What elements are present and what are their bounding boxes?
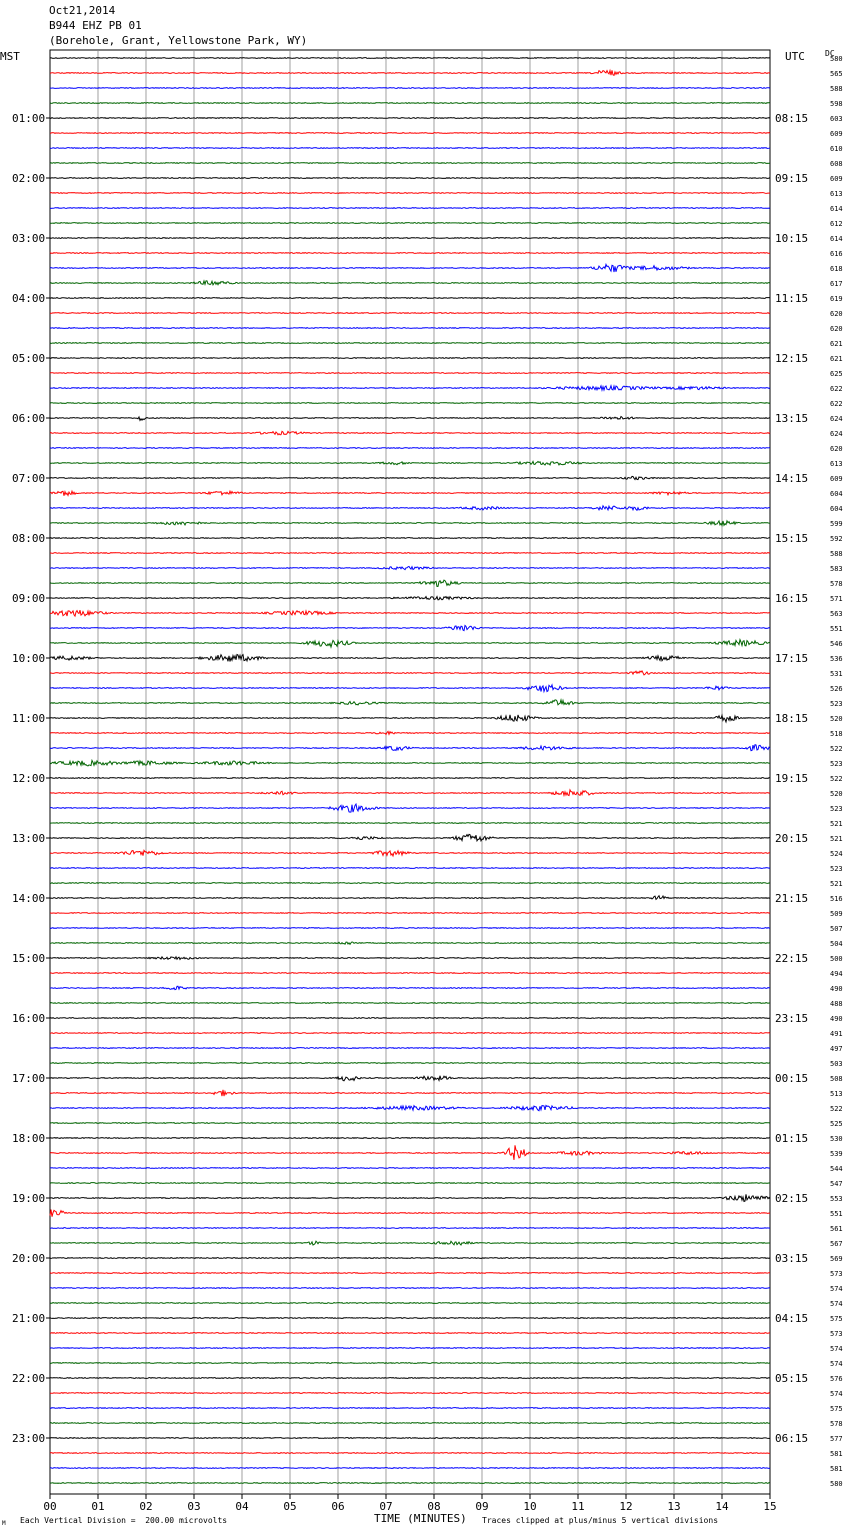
dc-offset-label: 616 (830, 250, 843, 258)
hour-label-mst: 06:00 (12, 412, 46, 425)
trace-line (50, 1348, 770, 1349)
trace-line (50, 597, 770, 600)
dc-offset-label: 500 (830, 955, 843, 963)
dc-offset-label: 488 (830, 1000, 843, 1008)
hour-label-utc: 01:15 (775, 1132, 809, 1145)
trace-line (50, 745, 770, 751)
dc-offset-label: 504 (830, 940, 843, 948)
dc-offset-label: 530 (830, 1135, 843, 1143)
x-tick-label: 05 (283, 1500, 297, 1513)
hour-label-mst: 22:00 (12, 1372, 46, 1385)
dc-offset-label: 522 (830, 1105, 843, 1113)
trace-line (50, 1003, 770, 1004)
hour-label-mst: 12:00 (12, 772, 46, 785)
dc-offset-label: 574 (830, 1285, 843, 1293)
trace-line (50, 133, 770, 134)
dc-offset-header: DC (825, 49, 835, 58)
trace-line (50, 1363, 770, 1364)
dc-offset-label: 525 (830, 1120, 843, 1128)
dc-offset-label: 561 (830, 1225, 843, 1233)
trace-line (50, 580, 770, 586)
dc-offset-label: 574 (830, 1390, 843, 1398)
dc-offset-label: 614 (830, 205, 843, 213)
hour-label-utc: 05:15 (775, 1372, 809, 1385)
dc-offset-label: 574 (830, 1300, 843, 1308)
dc-offset-label: 622 (830, 400, 843, 408)
trace-line (50, 521, 770, 526)
dc-offset-label: 522 (830, 745, 843, 753)
dc-offset-label: 613 (830, 460, 843, 468)
dc-offset-label: 553 (830, 1195, 843, 1203)
hour-label-mst: 08:00 (12, 532, 46, 545)
dc-offset-label: 520 (830, 790, 843, 798)
trace-line (50, 790, 770, 796)
dc-offset-label: 622 (830, 385, 843, 393)
trace-line (50, 1333, 770, 1334)
trace-line (50, 1273, 770, 1274)
dc-offset-label: 604 (830, 505, 843, 513)
hour-label-utc: 02:15 (775, 1192, 809, 1205)
dc-offset-label: 604 (830, 490, 843, 498)
x-tick-label: 03 (187, 1500, 201, 1513)
dc-offset-label: 516 (830, 895, 843, 903)
dc-offset-label: 524 (830, 850, 843, 858)
hour-label-mst: 23:00 (12, 1432, 46, 1445)
dc-offset-label: 523 (830, 865, 843, 873)
dc-offset-label: 521 (830, 820, 843, 828)
hour-label-mst: 19:00 (12, 1192, 46, 1205)
trace-line (50, 1194, 770, 1201)
dc-offset-label: 544 (830, 1165, 843, 1173)
trace-line (50, 476, 770, 479)
hour-label-mst: 17:00 (12, 1072, 46, 1085)
trace-line (50, 1258, 770, 1259)
hour-label-mst: 10:00 (12, 652, 46, 665)
dc-offset-label: 598 (830, 100, 843, 108)
trace-line (50, 928, 770, 929)
dc-offset-label: 588 (830, 85, 843, 93)
dc-offset-label: 580 (830, 55, 843, 63)
trace-line (50, 253, 770, 254)
dc-offset-label: 608 (830, 160, 843, 168)
trace-line (50, 1048, 770, 1049)
trace-line (50, 1076, 770, 1081)
trace-line (50, 538, 770, 539)
hour-label-utc: 22:15 (775, 952, 809, 965)
dc-offset-label: 521 (830, 880, 843, 888)
trace-line (50, 1483, 770, 1484)
x-tick-label: 12 (619, 1500, 633, 1513)
dc-offset-label: 547 (830, 1180, 843, 1188)
trace-line (50, 58, 770, 59)
trace-line (50, 778, 770, 779)
hour-label-utc: 21:15 (775, 892, 809, 905)
trace-line (50, 1423, 770, 1424)
dc-offset-label: 508 (830, 1075, 843, 1083)
trace-line (50, 850, 770, 856)
trace-line (50, 491, 770, 496)
dc-offset-label: 522 (830, 775, 843, 783)
dc-offset-label: 563 (830, 610, 843, 618)
trace-line (50, 281, 770, 285)
x-tick-label: 08 (427, 1500, 441, 1513)
dc-offset-label: 521 (830, 835, 843, 843)
dc-offset-label: 546 (830, 640, 843, 648)
x-axis-title: TIME (MINUTES) (374, 1512, 467, 1525)
dc-offset-label: 520 (830, 715, 843, 723)
x-tick-label: 00 (43, 1500, 57, 1513)
hour-label-utc: 04:15 (775, 1312, 809, 1325)
trace-line (50, 1408, 770, 1409)
hour-label-utc: 19:15 (775, 772, 809, 785)
hour-label-mst: 14:00 (12, 892, 46, 905)
dc-offset-label: 612 (830, 220, 843, 228)
dc-offset-label: 574 (830, 1345, 843, 1353)
x-tick-label: 15 (763, 1500, 777, 1513)
hour-label-utc: 14:15 (775, 472, 809, 485)
trace-line (50, 700, 770, 705)
trace-line (50, 1106, 770, 1111)
trace-line (50, 626, 770, 631)
hour-label-utc: 12:15 (775, 352, 809, 365)
trace-line (50, 208, 770, 209)
dc-offset-label: 490 (830, 1015, 843, 1023)
trace-line (50, 1303, 770, 1304)
hour-label-mst: 11:00 (12, 712, 46, 725)
trace-line (50, 567, 770, 570)
trace-line (50, 1228, 770, 1229)
dc-offset-label: 578 (830, 580, 843, 588)
trace-line (50, 506, 770, 511)
hour-label-utc: 20:15 (775, 832, 809, 845)
trace-line (50, 1210, 770, 1217)
right-timezone-label: UTC (785, 50, 805, 63)
dc-offset-label: 574 (830, 1360, 843, 1368)
hour-label-utc: 16:15 (775, 592, 809, 605)
dc-offset-label: 620 (830, 325, 843, 333)
dc-offset-label: 581 (830, 1465, 843, 1473)
plot-frame (50, 50, 770, 1494)
trace-line (50, 358, 770, 359)
hour-label-utc: 03:15 (775, 1252, 809, 1265)
trace-line (50, 1018, 770, 1019)
dc-offset-label: 581 (830, 1450, 843, 1458)
hour-label-mst: 13:00 (12, 832, 46, 845)
dc-offset-label: 624 (830, 415, 843, 423)
trace-line (50, 715, 770, 722)
dc-offset-label: 507 (830, 925, 843, 933)
trace-line (50, 685, 770, 692)
hour-label-mst: 18:00 (12, 1132, 46, 1145)
dc-offset-label: 526 (830, 685, 843, 693)
trace-line (50, 823, 770, 824)
dc-offset-label: 592 (830, 535, 843, 543)
dc-offset-label: 539 (830, 1150, 843, 1158)
trace-line (50, 1183, 770, 1184)
trace-line (50, 431, 770, 435)
trace-line (50, 1145, 770, 1160)
dc-offset-label: 625 (830, 370, 843, 378)
hour-label-mst: 03:00 (12, 232, 46, 245)
dc-offset-label: 614 (830, 235, 843, 243)
dc-offset-label: 599 (830, 520, 843, 528)
trace-line (50, 313, 770, 314)
hour-label-utc: 00:15 (775, 1072, 809, 1085)
trace-line (50, 461, 770, 465)
x-tick-label: 10 (523, 1500, 537, 1513)
trace-line (50, 1241, 770, 1245)
left-timezone-label: MST (0, 50, 20, 63)
trace-line (50, 896, 770, 900)
dc-offset-label: 578 (830, 1420, 843, 1428)
trace-line (50, 1288, 770, 1289)
x-tick-label: 01 (91, 1500, 105, 1513)
trace-line (50, 610, 770, 616)
dc-offset-label: 523 (830, 760, 843, 768)
trace-line (50, 373, 770, 374)
dc-offset-label: 603 (830, 115, 843, 123)
trace-line (50, 1318, 770, 1319)
clip-note: Traces clipped at plus/minus 5 vertical divisions (482, 1516, 719, 1525)
dc-offset-label: 618 (830, 265, 843, 273)
trace-line (50, 760, 770, 766)
dc-offset-label: 624 (830, 430, 843, 438)
dc-offset-label: 551 (830, 625, 843, 633)
hour-label-mst: 09:00 (12, 592, 46, 605)
station-code: B944 EHZ PB 01 (49, 19, 142, 32)
trace-line (50, 70, 770, 75)
trace-line (50, 417, 770, 421)
dc-offset-label: 588 (830, 550, 843, 558)
trace-line (50, 942, 770, 944)
dc-offset-label: 609 (830, 175, 843, 183)
trace-line (50, 88, 770, 89)
trace-line (50, 223, 770, 224)
trace-line (50, 913, 770, 914)
dc-offset-label: 536 (830, 655, 843, 663)
trace-line (50, 986, 770, 989)
hour-label-mst: 15:00 (12, 952, 46, 965)
hour-label-utc: 08:15 (775, 112, 809, 125)
trace-line (50, 834, 770, 840)
dc-offset-label: 575 (830, 1315, 843, 1323)
x-tick-label: 06 (331, 1500, 345, 1513)
hour-label-utc: 06:15 (775, 1432, 809, 1445)
hour-label-utc: 17:15 (775, 652, 809, 665)
hour-label-mst: 21:00 (12, 1312, 46, 1325)
dc-offset-label: 613 (830, 190, 843, 198)
trace-line (50, 640, 770, 647)
hour-label-mst: 01:00 (12, 112, 46, 125)
dc-offset-label: 617 (830, 280, 843, 288)
x-tick-label: 14 (715, 1500, 729, 1513)
dc-offset-label: 551 (830, 1210, 843, 1218)
hour-label-mst: 20:00 (12, 1252, 46, 1265)
trace-line (50, 973, 770, 974)
hour-label-mst: 07:00 (12, 472, 46, 485)
corner-mark: M (2, 1520, 6, 1527)
trace-line (50, 343, 770, 344)
trace-line (50, 553, 770, 554)
trace-line (50, 1138, 770, 1139)
dc-offset-label: 523 (830, 700, 843, 708)
dc-offset-label: 609 (830, 130, 843, 138)
dc-offset-label: 583 (830, 565, 843, 573)
trace-line (50, 1168, 770, 1169)
dc-offset-label: 573 (830, 1330, 843, 1338)
trace-line (50, 238, 770, 239)
dc-offset-label: 580 (830, 1480, 843, 1488)
hour-label-utc: 09:15 (775, 172, 809, 185)
trace-line (50, 193, 770, 194)
dc-offset-label: 509 (830, 910, 843, 918)
trace-line (50, 118, 770, 119)
hour-label-mst: 02:00 (12, 172, 46, 185)
trace-line (50, 671, 770, 675)
trace-line (50, 1378, 770, 1379)
dc-offset-label: 573 (830, 1270, 843, 1278)
trace-line (50, 655, 770, 662)
x-tick-label: 09 (475, 1500, 489, 1513)
x-tick-label: 07 (379, 1500, 393, 1513)
trace-line (50, 1453, 770, 1454)
dc-offset-label: 571 (830, 595, 843, 603)
x-tick-label: 13 (667, 1500, 681, 1513)
dc-offset-label: 621 (830, 340, 843, 348)
trace-line (50, 957, 770, 960)
trace-line (50, 1438, 770, 1439)
trace-line (50, 1468, 770, 1469)
dc-offset-label: 576 (830, 1375, 843, 1383)
dc-offset-label: 490 (830, 985, 843, 993)
dc-offset-label: 575 (830, 1405, 843, 1413)
dc-offset-label: 620 (830, 310, 843, 318)
x-tick-label: 04 (235, 1500, 249, 1513)
trace-line (50, 403, 770, 404)
dc-offset-label: 569 (830, 1255, 843, 1263)
trace-line (50, 731, 770, 734)
trace-line (50, 264, 770, 272)
dc-offset-label: 609 (830, 475, 843, 483)
dc-offset-label: 577 (830, 1435, 843, 1443)
hour-label-mst: 04:00 (12, 292, 46, 305)
trace-line (50, 178, 770, 179)
hour-label-utc: 13:15 (775, 412, 809, 425)
hour-label-utc: 15:15 (775, 532, 809, 545)
trace-line (50, 148, 770, 149)
dc-offset-label: 491 (830, 1030, 843, 1038)
x-tick-label: 02 (139, 1500, 153, 1513)
hour-label-mst: 16:00 (12, 1012, 46, 1025)
vertical-division-note: Each Vertical Division = 200.00 microvolts (20, 1516, 228, 1525)
trace-line (50, 448, 770, 449)
dc-offset-label: 518 (830, 730, 843, 738)
trace-line (50, 328, 770, 329)
hour-label-mst: 05:00 (12, 352, 46, 365)
dc-offset-label: 531 (830, 670, 843, 678)
trace-line (50, 163, 770, 164)
dc-offset-label: 620 (830, 445, 843, 453)
trace-line (50, 804, 770, 812)
trace-line (50, 1033, 770, 1034)
dc-offset-label: 610 (830, 145, 843, 153)
dc-offset-label: 619 (830, 295, 843, 303)
dc-offset-label: 513 (830, 1090, 843, 1098)
trace-line (50, 1393, 770, 1394)
dc-offset-label: 497 (830, 1045, 843, 1053)
hour-label-utc: 18:15 (775, 712, 809, 725)
dc-offset-label: 565 (830, 70, 843, 78)
trace-line (50, 103, 770, 104)
trace-line (50, 386, 770, 390)
trace-line (50, 868, 770, 869)
trace-line (50, 298, 770, 299)
trace-line (50, 1090, 770, 1096)
hour-label-utc: 23:15 (775, 1012, 809, 1025)
dc-offset-label: 503 (830, 1060, 843, 1068)
dc-offset-label: 567 (830, 1240, 843, 1248)
hour-label-utc: 10:15 (775, 232, 809, 245)
trace-line (50, 1123, 770, 1124)
dc-offset-label: 523 (830, 805, 843, 813)
x-tick-label: 11 (571, 1500, 585, 1513)
hour-label-utc: 11:15 (775, 292, 809, 305)
trace-line (50, 883, 770, 884)
plot-date: Oct21,2014 (49, 4, 116, 17)
trace-line (50, 1063, 770, 1064)
dc-offset-label: 621 (830, 355, 843, 363)
station-location: (Borehole, Grant, Yellowstone Park, WY) (49, 34, 308, 47)
dc-offset-label: 494 (830, 970, 843, 978)
